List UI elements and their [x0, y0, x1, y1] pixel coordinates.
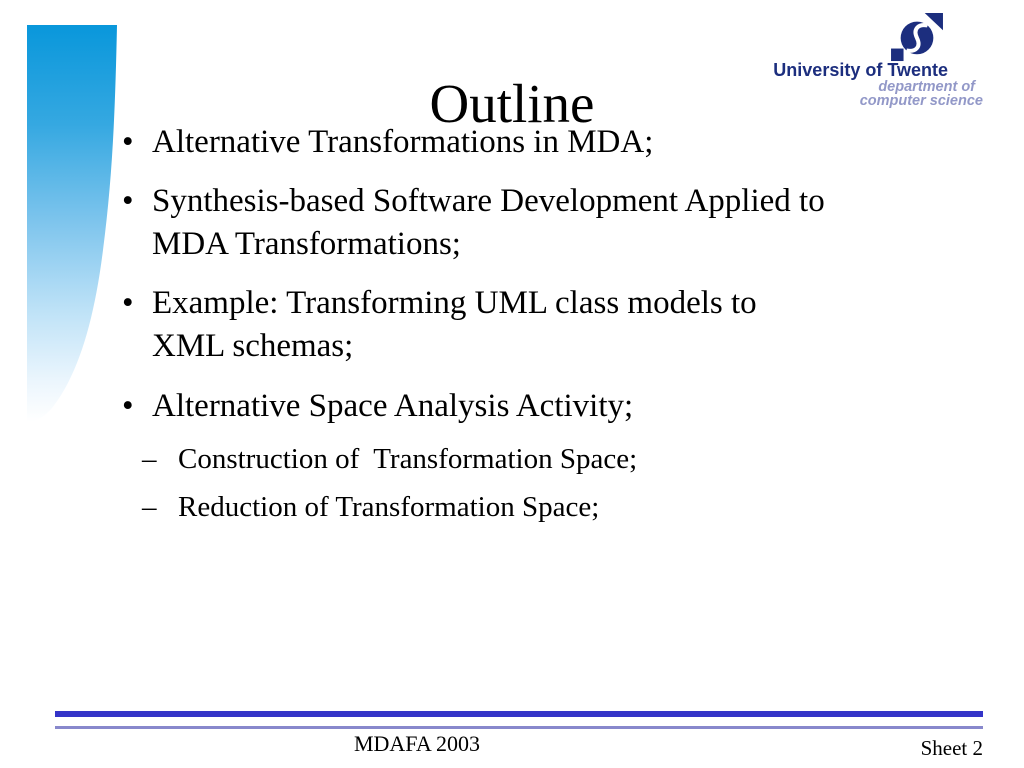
- bullet-item-3: [0, 282, 990, 368]
- bullet-item-1: [0, 121, 990, 164]
- university-logo: [764, 0, 1024, 120]
- footer-conference-label: MDAFA 2003: [353, 731, 481, 756]
- department-line2: computer science: [859, 92, 983, 109]
- bullet-text: MDA Transformations;: [152, 226, 461, 262]
- bullet-dot-icon: •: [122, 285, 134, 321]
- sub-bullet-text: Construction of Transformation Space;: [178, 443, 638, 475]
- bullet-text: Alternative Transformations in MDA;: [152, 124, 654, 160]
- university-emblem-icon: [890, 12, 944, 62]
- dash-marker-icon: –: [142, 491, 157, 523]
- sub-bullet-item-1: [0, 439, 990, 479]
- bullet-item-4: [0, 385, 990, 428]
- bullet-dot-icon: •: [122, 183, 134, 219]
- bullet-text: XML schemas;: [152, 328, 354, 364]
- bullet-dot-icon: •: [122, 124, 134, 160]
- bullet-list: [0, 121, 990, 527]
- bullet-text: Alternative Space Analysis Activity;: [152, 388, 634, 424]
- footer-divider-thick: [55, 711, 983, 717]
- bullet-dot-icon: •: [122, 388, 134, 424]
- slide-title: Outline: [429, 72, 595, 134]
- sub-bullet-item-2: [0, 487, 990, 527]
- bullet-text: Example: Transforming UML class models to: [152, 285, 757, 321]
- bullet-item-2: [0, 180, 990, 266]
- footer-divider-thin: [55, 726, 983, 729]
- university-name: University of Twente: [773, 60, 948, 80]
- department-line1: department of: [878, 79, 975, 95]
- bullet-text: Synthesis-based Software Development Applied to: [152, 183, 825, 219]
- university-department: [860, 81, 983, 108]
- footer-sheet-number: Sheet 2: [920, 736, 983, 760]
- sub-bullet-text: Reduction of Transformation Space;: [178, 491, 600, 523]
- dash-marker-icon: –: [142, 443, 157, 475]
